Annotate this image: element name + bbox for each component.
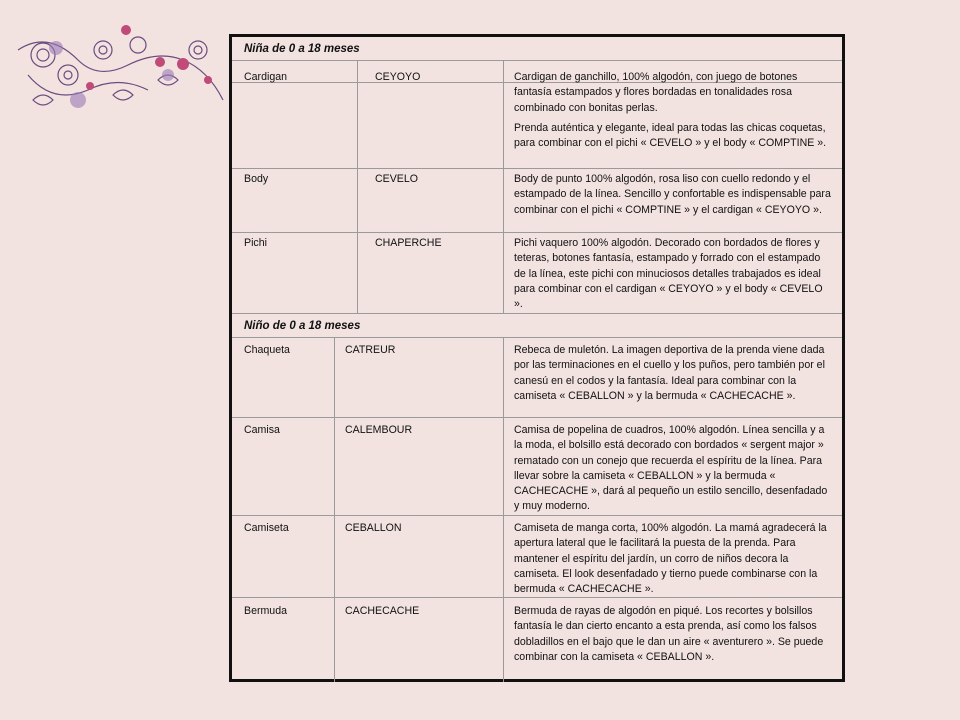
item-description: Camiseta de manga corta, 100% algodón. La mamá agradecerá la apertura lateral que le facilitará la puesta de la prenda. Para mantener el espíritu del jardín, un corro de niños decora la camiseta. El look desenfadado y tierno puede combinarse con la bermuda « CACHECACHE ». — [514, 522, 827, 596]
divider — [232, 337, 842, 338]
description-paragraph: Prenda auténtica y elegante, ideal para todas las chicas coquetas, para combinar con el pichi « CEVELO » y el body « COMPTINE ». — [514, 121, 827, 150]
item-code: CEVELO — [375, 173, 418, 185]
item-description: Camisa de popelina de cuadros, 100% algodón. Línea sencilla y a la moda, el bolsillo está decorado con bordados « sergent major » rematado con un conejo que recuerda el espíritu de la línea. Para llevar sobre la camiseta « CEBALLON » y la bermuda « CACHECACHE », dará al pequeño un estilo sencillo, desenfadado y muy moderno. — [514, 424, 828, 513]
item-description: Rebeca de muletón. La imagen deportiva de la prenda viene dada por las terminaciones en el cuello y los puños, pero también por el canesú en el codos y la fantasía. Ideal para combinar con la camiseta « CEBALLON » y la bermuda « CACHECACHE ». — [514, 344, 825, 402]
item-name: Camisa — [244, 424, 280, 436]
item-code: CHAPERCHE — [375, 237, 442, 249]
description-paragraph: Cardigan de ganchillo, 100% algodón, con juego de botones fantasía estampados y flores bordadas en tonalidades rosa combinado con bonitas perlas. — [514, 71, 798, 114]
item-description — [514, 70, 832, 156]
item-name: Pichi — [244, 237, 267, 249]
item-code: CEYOYO — [375, 71, 421, 83]
item-code: CACHECACHE — [345, 605, 420, 617]
item-name: Camiseta — [244, 522, 289, 534]
divider — [357, 60, 358, 313]
divider — [232, 60, 842, 61]
item-name: Chaqueta — [244, 344, 290, 356]
divider — [334, 337, 335, 682]
section-title-girls: Niña de 0 a 18 meses — [244, 43, 360, 55]
item-description: Body de punto 100% algodón, rosa liso con cuello redondo y el estampado de la línea. Sencillo y confortable es indispensable para combinar con el pichi « COMPTINE » y el cardigan « CEYOYO ». — [514, 173, 831, 216]
item-name: Bermuda — [244, 605, 287, 617]
divider — [232, 515, 842, 516]
floral-decoration — [8, 20, 228, 130]
item-code: CEBALLON — [345, 522, 402, 534]
divider — [232, 313, 842, 314]
divider — [232, 232, 842, 233]
item-description: Bermuda de rayas de algodón en piqué. Los recortes y bolsillos fantasía le dan cierto encanto a esta prenda, así como los falsos dobladillos en el bajo que le dan un aire « aventurero ». Se puede combinar con la camiseta « CEBALLON ». — [514, 605, 824, 663]
divider — [503, 60, 504, 313]
divider — [232, 417, 842, 418]
item-code: CATREUR — [345, 344, 396, 356]
item-name: Cardigan — [244, 71, 287, 83]
divider — [232, 168, 842, 169]
item-name: Body — [244, 173, 269, 185]
product-table — [229, 34, 845, 682]
item-description: Pichi vaquero 100% algodón. Decorado con bordados de flores y teteras, botones fantasía, estampado y forrado con el estampado de la línea, este pichi con minuciosos detalles trabajados es ideal para combinar con el cardigan « CEYOYO » y el body « CEVELO ». — [514, 237, 823, 311]
divider — [503, 337, 504, 682]
section-title-boys: Niño de 0 a 18 meses — [244, 320, 361, 332]
item-code: CALEMBOUR — [345, 424, 413, 436]
